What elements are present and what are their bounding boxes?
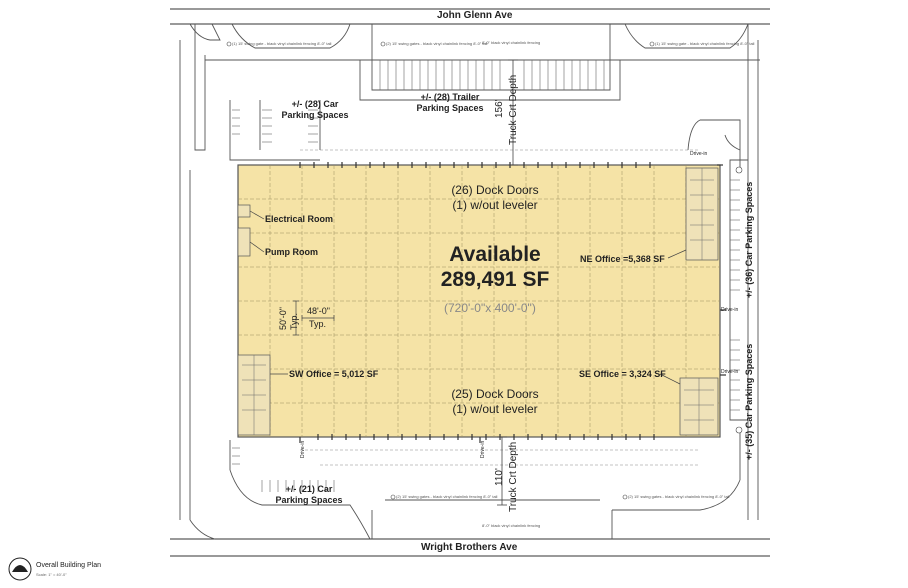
ne-office-label: NE Office =5,368 SF xyxy=(580,254,665,264)
north-truck-court-label: Truck Crt Depth xyxy=(508,74,519,145)
plan-scale: Scale: 1" = 40'-0" xyxy=(36,572,67,577)
east-south-parking-label: +/- (35) Car Parking Spaces xyxy=(744,343,754,460)
plan-title: Overall Building Plan xyxy=(36,562,101,569)
north-trailer-parking-label: +/- (28) Trailer Parking Spaces xyxy=(416,92,484,113)
bay-width-label: 48'-0" xyxy=(307,306,330,316)
drive-in-label-ne: Drive-in xyxy=(690,151,708,157)
fence-note-n: 8'-0" black vinyl chainlink fencing xyxy=(482,40,541,45)
fence-note-s: 8'-0" black vinyl chainlink fencing xyxy=(482,523,541,528)
north-road-label: John Glenn Ave xyxy=(437,10,513,21)
gate-note-se: (2) 15' swing gates - black vinyl chainlink fencing 8'-0" tall xyxy=(628,494,730,499)
pump-room-label: Pump Room xyxy=(265,247,318,257)
gate-note-nw: (1) 15' swing gate - black vinyl chainlink fencing 8'-0" tall xyxy=(232,41,332,46)
bay-depth-typ: Typ. xyxy=(289,312,299,330)
sw-office-label: SW Office = 5,012 SF xyxy=(289,369,379,379)
electrical-room-label: Electrical Room xyxy=(265,214,334,224)
bay-width-typ: Typ. xyxy=(309,319,327,329)
nw-car-parking-label: +/- (28) Car Parking Spaces xyxy=(281,99,349,120)
sw-car-parking-label: +/- (21) Car Parking Spaces xyxy=(275,484,343,505)
drive-in-label-se: Drive-in xyxy=(721,369,739,375)
north-dock-doors-label: (26) Dock Doors (1) w/out leveler xyxy=(451,183,539,212)
car-stalls-east xyxy=(730,180,740,410)
south-truck-court-depth: 110' xyxy=(494,468,505,486)
gate-note-s: (2) 15' swing gates - black vinyl chainlink fencing 8'-0" tall xyxy=(396,494,498,499)
drive-in-label-e: Drive-in xyxy=(721,307,739,313)
north-truck-court-depth: 156' xyxy=(494,99,505,118)
north-arrow-icon xyxy=(9,558,31,580)
gate-note-n: (2) 15' swing gates - black vinyl chainlink fencing 8'-0" tall xyxy=(386,41,488,46)
building-dimensions: (720'-0"x 400'-0") xyxy=(444,301,536,315)
gate-note-ne: (1) 15' swing gate - black vinyl chainlink fencing 8'-0" tall xyxy=(655,41,755,46)
drive-in-label-s: Drive-in xyxy=(480,440,486,458)
south-road-label: Wright Brothers Ave xyxy=(421,542,518,553)
trailer-stalls-north xyxy=(380,60,604,90)
bay-depth-label: 50'-0" xyxy=(278,307,288,330)
drive-in-label-sw: Drive-in xyxy=(300,440,306,458)
se-office-label: SE Office = 3,324 SF xyxy=(579,369,666,379)
availability-label: Available 289,491 SF xyxy=(440,243,550,291)
south-dock-doors-label: (25) Dock Doors (1) w/out leveler xyxy=(451,387,539,416)
east-north-parking-label: +/- (36) Car Parking Spaces xyxy=(744,181,754,298)
south-truck-court-label: Truck Crt Depth xyxy=(508,441,519,512)
